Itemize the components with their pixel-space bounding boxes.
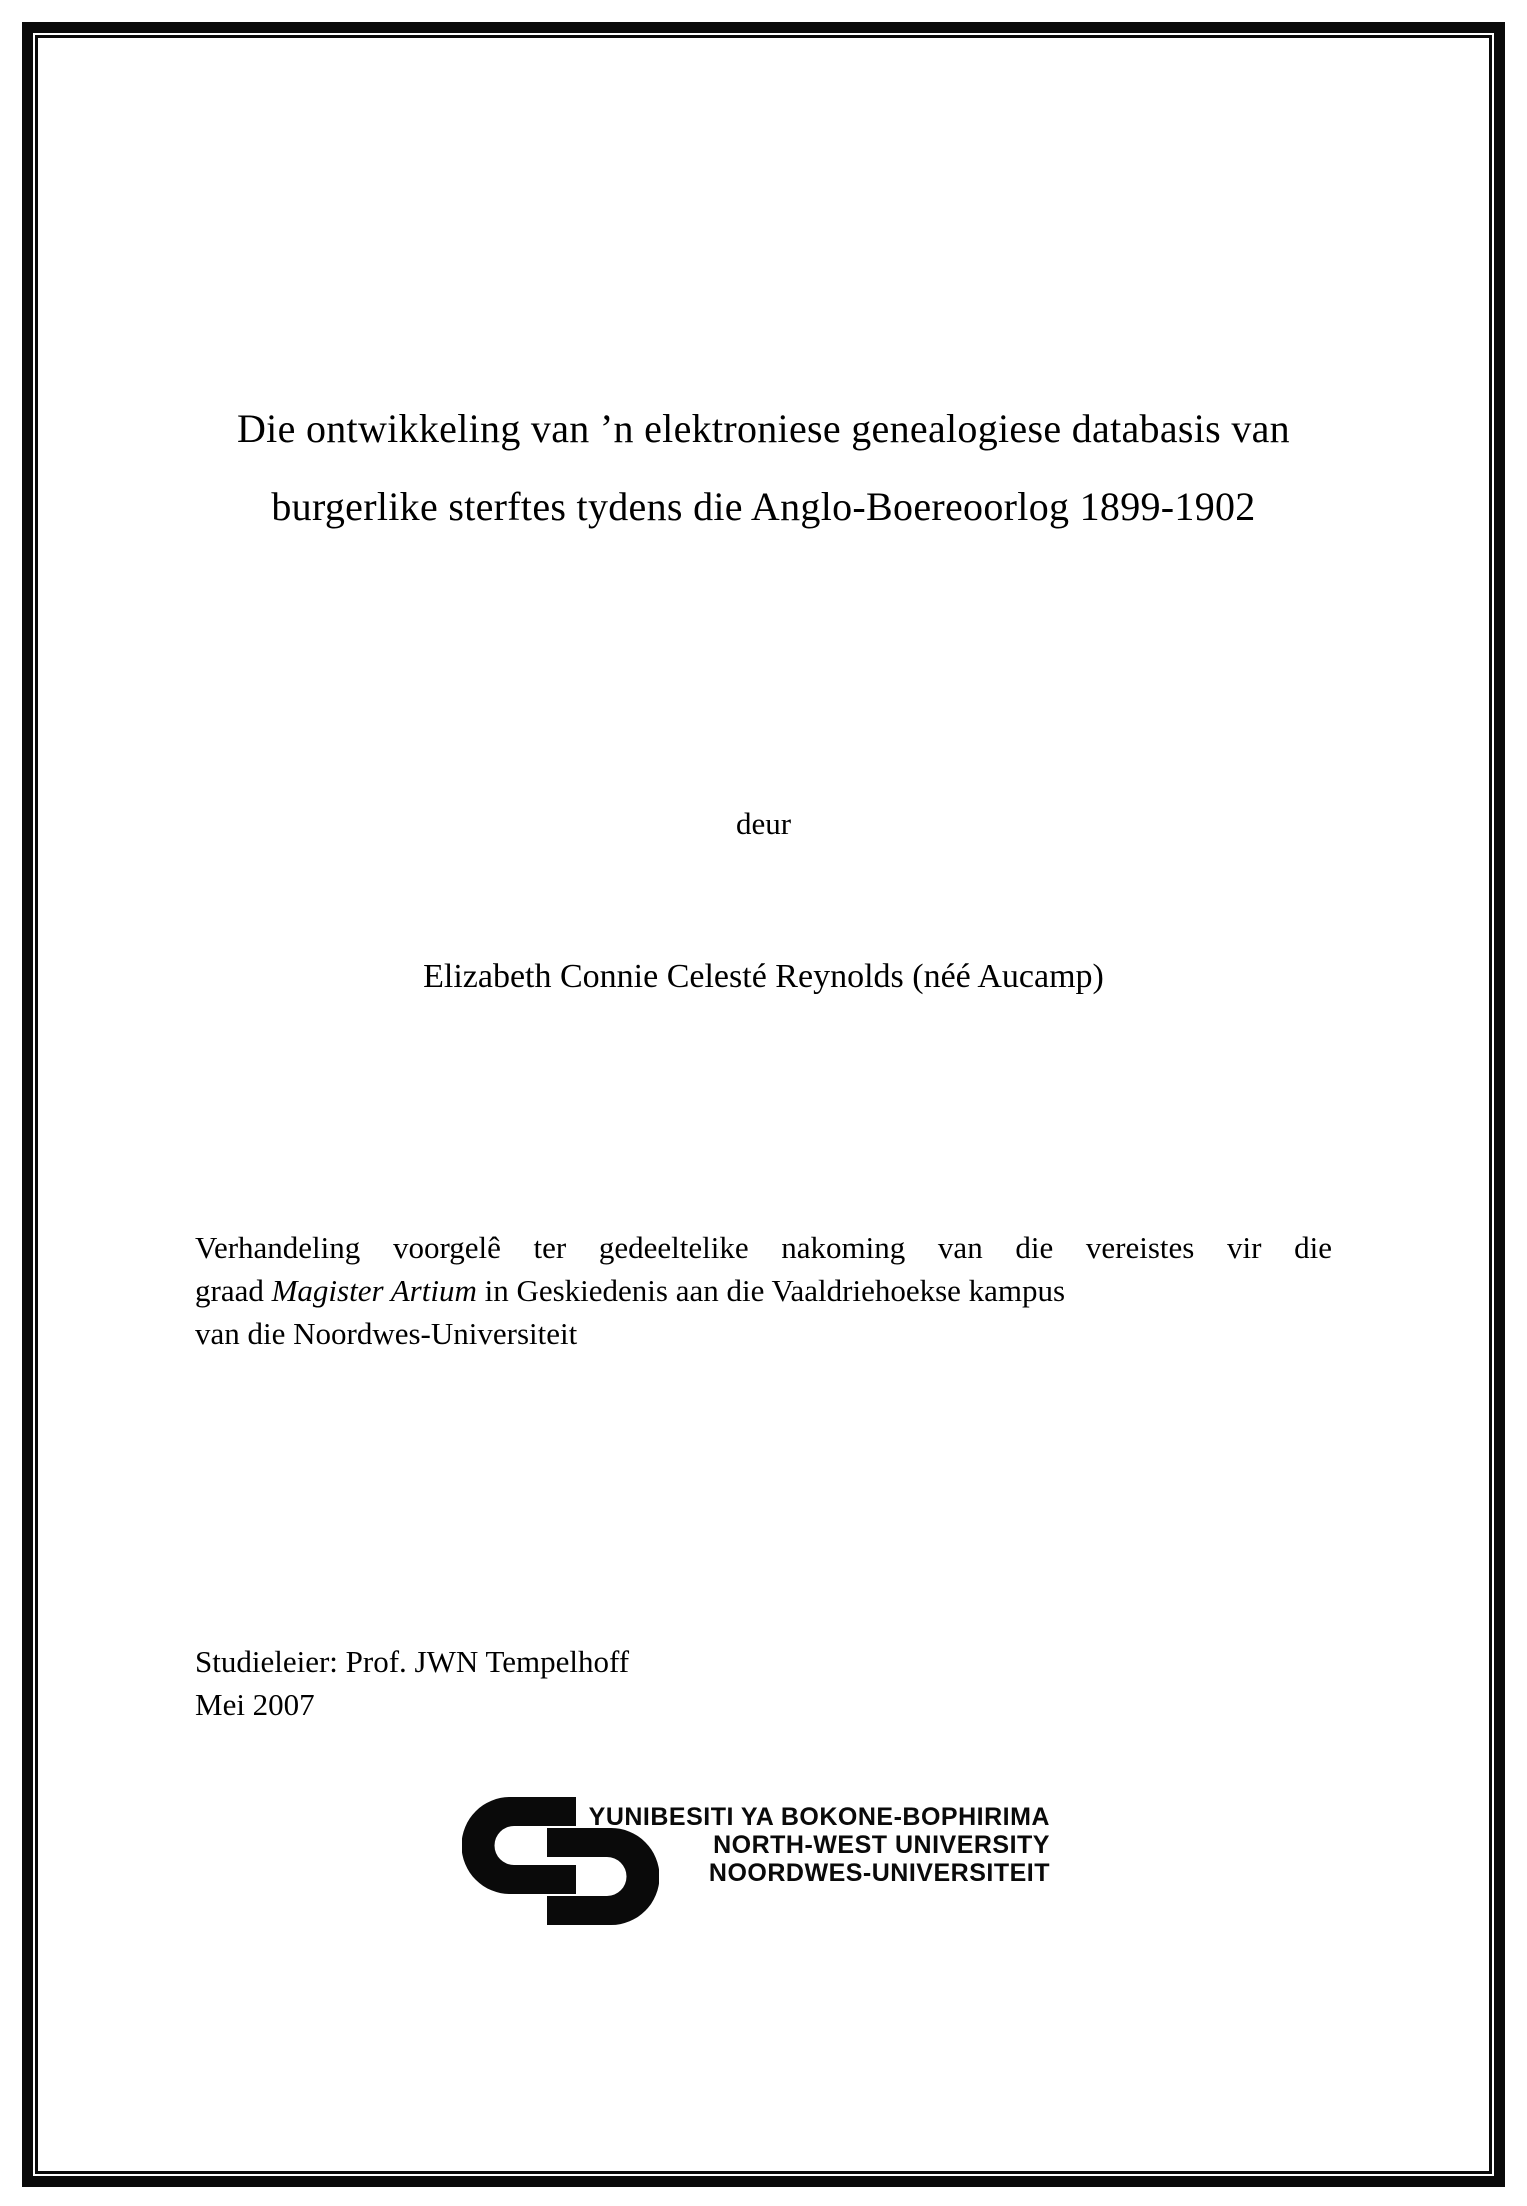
supervisor-block — [195, 1640, 1095, 1726]
date-line: Mei 2007 — [195, 1687, 315, 1722]
nwu-logo-text-line1: YUNIBESITI YA BOKONE-BOPHIRIMA — [588, 1803, 1050, 1831]
degree-statement-line2-post: in Geskiedenis aan die Vaaldriehoekse kampus — [476, 1273, 1066, 1308]
byline-deur: deur — [735, 806, 792, 841]
degree-name-italic: Magister Artium — [271, 1273, 477, 1308]
thesis-title-line2: burgerlike sterftes tydens die Anglo-Boereoorlog 1899-1902 — [271, 484, 1256, 529]
thesis-title-line1: Die ontwikkeling van ’n elektroniese genealogiese databasis van — [236, 406, 1290, 451]
nwu-logo-text — [560, 1803, 1050, 1887]
degree-statement-line2 — [195, 1269, 1332, 1312]
thesis-title — [150, 390, 1377, 546]
degree-statement-line3: van die Noordwes-Universiteit — [195, 1316, 578, 1351]
nwu-logo-text-line2: NORTH-WEST UNIVERSITY — [713, 1831, 1050, 1859]
degree-statement-line2-pre: graad — [195, 1273, 272, 1308]
degree-statement — [195, 1226, 1332, 1355]
author-name: Elizabeth Connie Celesté Reynolds (néé Aucamp) — [423, 958, 1104, 995]
nwu-logo-text-line3: NOORDWES-UNIVERSITEIT — [708, 1859, 1050, 1887]
supervisor-line: Studieleier: Prof. JWN Tempelhoff — [195, 1644, 630, 1679]
degree-statement-line1: Verhandeling voorgelê ter gedeeltelike nakoming van die vereistes vir die — [195, 1230, 1332, 1265]
